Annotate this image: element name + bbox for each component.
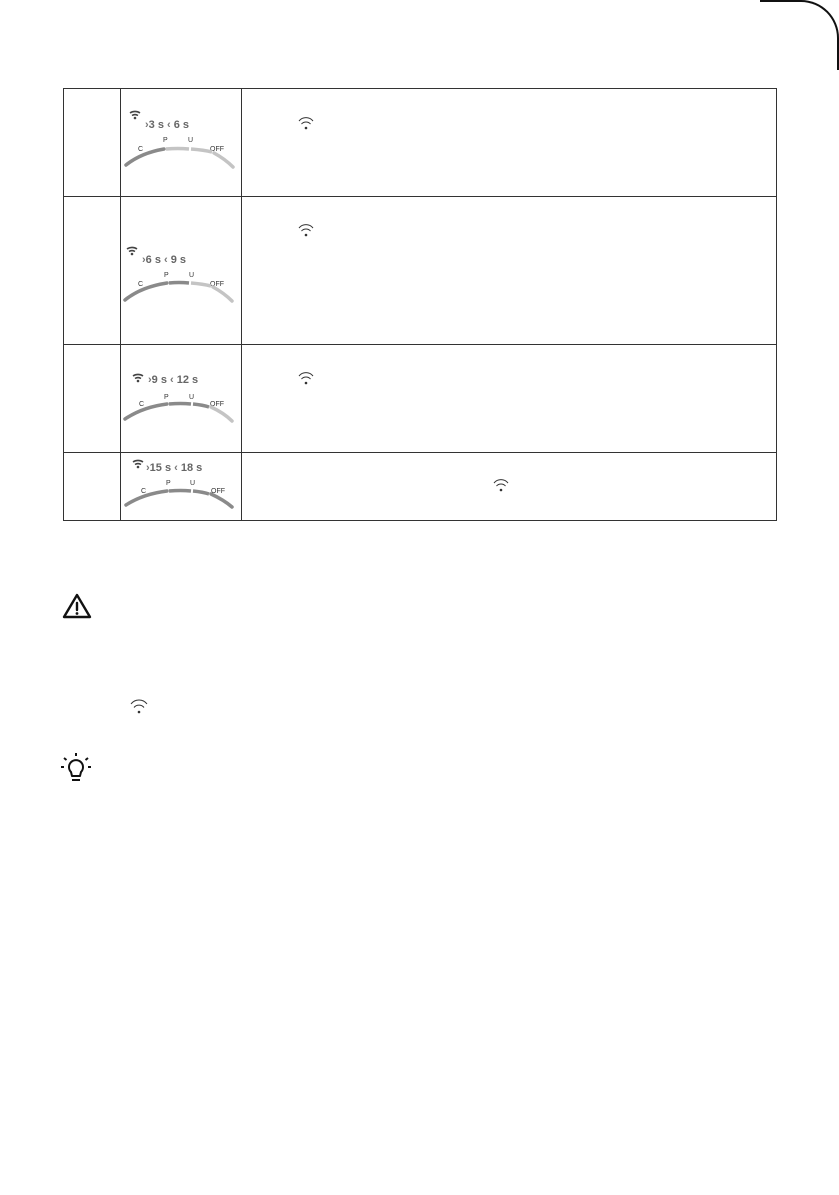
display-graphic [121,89,242,196]
step-cell [64,197,121,345]
arc-segment-p [169,283,189,284]
arc-label-c: C [139,401,145,408]
arc-segment-u [191,149,212,152]
arc-label-u: U [190,480,196,487]
arc-segment-u [193,404,209,407]
time-from: 6 s [145,254,161,266]
arc-label-off: OFF [210,146,224,153]
arc-segment-p [169,491,191,492]
arc-segment-c [126,491,167,505]
steps-table [63,88,777,521]
table-row [64,89,777,197]
display-panel [121,345,242,452]
display-panel [121,197,242,344]
time-to: 18 s [180,462,203,474]
arc-segment-p [169,404,191,405]
arc-label-c: C [138,146,144,153]
wifi-icon [298,222,314,238]
time-range-label: ›6 s ‹ 9 s [142,254,187,266]
arc-label-p: P [163,137,168,144]
table-row [64,453,777,521]
arc-segment-c [125,283,167,300]
wifi-icon [130,698,148,716]
wifi-icon [130,111,140,119]
table-row [64,345,777,453]
arc-segment-u [193,491,209,494]
arc-label-off: OFF [211,488,225,495]
arc-segment-off [211,494,232,507]
arc-label-off: OFF [210,401,224,408]
arc-segment-off [213,287,232,301]
display-panel [121,453,242,520]
step-cell [64,89,121,197]
display-graphic [121,453,242,520]
description-cell [242,89,776,196]
arc-segment-p [166,149,189,150]
wifi-icon [133,460,143,468]
arc-label-off: OFF [210,281,224,288]
time-from: 9 s [151,374,167,386]
wifi-icon [493,477,509,493]
arc-segment-c [125,404,167,419]
display-graphic [121,345,242,452]
time-to: 9 s [170,254,187,266]
time-range-label: ›15 s ‹ 18 s [146,462,203,474]
wifi-icon [127,247,137,255]
display-panel [121,89,242,196]
description-cell [242,197,776,344]
time-range-label: ›9 s ‹ 12 s [148,374,199,386]
arc-label-u: U [189,394,195,401]
arc-label-c: C [138,281,144,288]
time-to: 12 s [176,374,199,386]
arc-label-c: C [141,488,147,495]
time-to: 6 s [173,119,190,131]
arc-segment-u [191,283,211,286]
step-cell [64,345,121,453]
arc-label-p: P [166,480,171,487]
table-row [64,197,777,345]
arc-segment-c [126,149,164,165]
arc-label-p: P [164,272,169,279]
arc-label-p: P [164,394,169,401]
wifi-icon [298,370,314,386]
warning-triangle-icon [61,592,93,620]
arc-label-u: U [188,137,194,144]
display-graphic [121,197,242,344]
wifi-icon [298,115,314,131]
arc-segment-off [211,407,232,421]
lightbulb-icon [60,752,92,784]
description-cell [242,345,776,452]
arc-label-u: U [189,272,195,279]
arc-segment-off [214,153,233,167]
time-from: 15 s [149,462,172,474]
time-from: 3 s [148,119,164,131]
step-cell [64,453,121,521]
time-range-label: ›3 s ‹ 6 s [145,119,190,131]
description-cell [242,453,776,520]
wifi-icon [133,374,143,382]
